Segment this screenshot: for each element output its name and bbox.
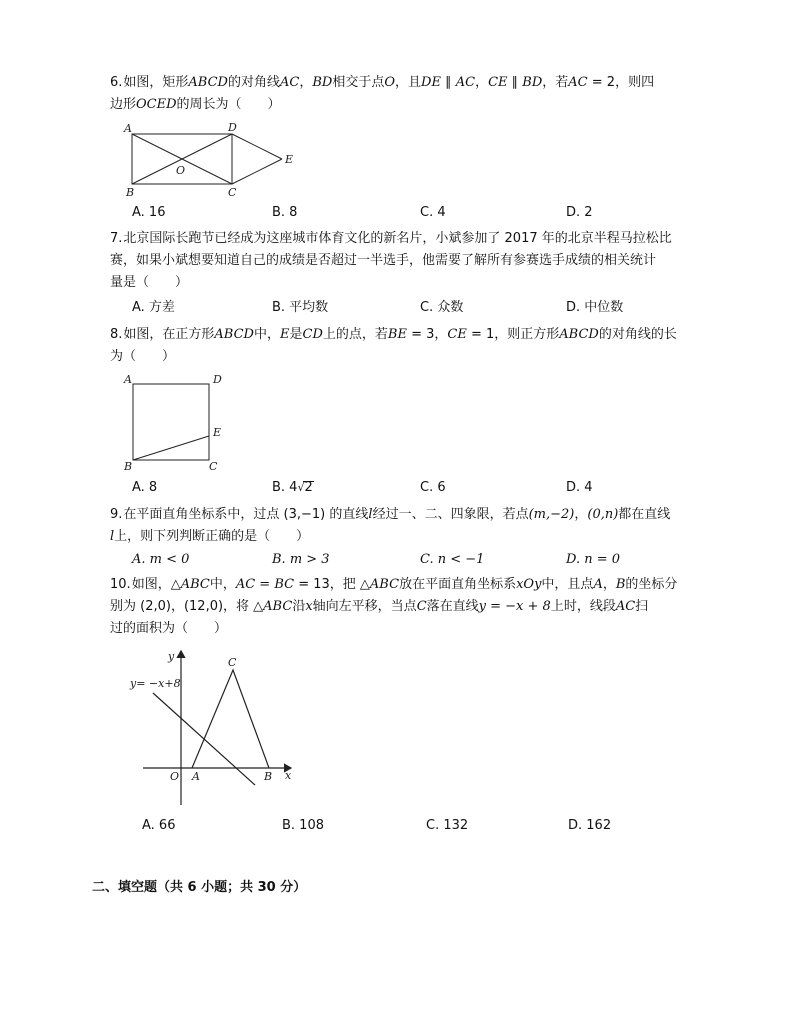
question-number: 8. <box>110 327 123 342</box>
option-d[interactable]: D. 2 <box>566 205 593 220</box>
option-b[interactable]: B. m > 3 <box>272 552 330 567</box>
figure-rectangle-abcd <box>120 118 310 200</box>
option-d[interactable]: D. 4 <box>566 480 593 495</box>
option-b[interactable]: B. 4√2 <box>272 480 313 495</box>
option-c[interactable]: C. 众数 <box>420 300 464 315</box>
label-a: A <box>192 770 200 783</box>
label-b: B <box>126 186 135 199</box>
label-d: D <box>228 121 237 134</box>
question-number: 10. <box>110 577 131 592</box>
label-a: A <box>124 122 132 135</box>
segment-de <box>232 134 282 159</box>
question-9-line-2: l上，则下列判断正确的是（ ） <box>110 529 310 544</box>
label-x: x <box>285 769 292 782</box>
question-number: 6. <box>110 75 123 90</box>
section-heading-fill-in: 二、填空题（共 6 小题；共 30 分） <box>92 880 307 895</box>
question-9-line-1: 9.在平面直角坐标系中，过点 (3,−1) 的直线l经过一、二、四象限，若点(m,−2)，(0,n)都在直线 <box>110 507 671 522</box>
option-c[interactable]: C. 4 <box>420 205 446 220</box>
label-b: B <box>264 770 273 783</box>
question-7-line-3: 量是（ ） <box>110 275 189 290</box>
option-b[interactable]: B. 平均数 <box>272 300 329 315</box>
question-10-line-3: 过的面积为（ ） <box>110 621 228 636</box>
question-6-line-1: 6.如图，矩形ABCD的对角线AC，BD相交于点O，且DE ∥ AC，CE ∥ BD，若AC = 2，则四 <box>110 75 655 90</box>
option-d[interactable]: D. 162 <box>568 818 612 833</box>
option-b[interactable]: B. 108 <box>282 818 324 833</box>
segment-ce <box>232 159 282 184</box>
label-line: y= −x+8 <box>130 677 181 690</box>
segment-be <box>133 436 209 460</box>
label-o: O <box>176 164 186 177</box>
option-d[interactable]: D. 中位数 <box>566 300 624 315</box>
figure-coordinate-triangle <box>125 645 305 810</box>
option-a[interactable]: A. 16 <box>132 205 166 220</box>
question-6 <box>110 72 710 116</box>
option-d[interactable]: D. n = 0 <box>566 552 621 567</box>
question-9 <box>110 504 710 548</box>
question-7-line-1: 7.北京国际长跑节已经成为这座城市体育文化的新名片，小斌参加了 2017 年的北京半程马拉松比 <box>110 231 672 246</box>
option-a[interactable]: A. m < 0 <box>132 552 190 567</box>
question-8-line-2: 为（ ） <box>110 349 176 364</box>
figure-square-abcd <box>120 370 230 476</box>
label-b: B <box>124 460 133 473</box>
question-7-options <box>132 298 712 318</box>
question-8-options <box>132 478 712 498</box>
question-7 <box>110 228 710 294</box>
label-c: C <box>209 460 218 473</box>
label-y: y <box>168 650 175 663</box>
option-c[interactable]: C. n < −1 <box>420 552 485 567</box>
triangle-abc <box>192 670 269 768</box>
square-abcd <box>133 384 209 460</box>
label-a: A <box>124 373 132 386</box>
option-b[interactable]: B. 8 <box>272 205 298 220</box>
question-number: 7. <box>110 231 123 246</box>
question-10-line-2: 别为 (2,0)，(12,0)，将 △ABC沿x轴向左平移，当点C落在直线y = −x + 8上时，线段AC扫 <box>110 599 649 614</box>
question-7-line-2: 赛，如果小斌想要知道自己的成绩是否超过一半选手，他需要了解所有参赛选手成绩的相关统计 <box>110 253 657 268</box>
question-9-options <box>132 550 712 570</box>
sqrt-radicand: 2 <box>304 480 313 495</box>
label-e: E <box>285 153 294 166</box>
option-a[interactable]: A. 方差 <box>132 300 175 315</box>
label-e: E <box>213 426 222 439</box>
question-number: 9. <box>110 507 123 522</box>
question-6-line-2: 边形OCED的周长为（ ） <box>110 97 281 112</box>
question-10-line-1: 10.如图，△ABC中，AC = BC = 13，把 △ABC放在平面直角坐标系xOy中，且点A，B的坐标分 <box>110 577 678 592</box>
label-d: D <box>213 373 222 386</box>
label-o: O <box>170 770 180 783</box>
option-c[interactable]: C. 132 <box>426 818 469 833</box>
label-c: C <box>228 186 237 199</box>
question-8-line-1: 8.如图，在正方形ABCD中，E是CD上的点，若BE = 3，CE = 1，则正方形ABCD的对角线的长 <box>110 327 677 342</box>
question-6-options <box>132 203 712 223</box>
question-10 <box>110 574 710 640</box>
question-10-options <box>142 816 722 836</box>
option-c[interactable]: C. 6 <box>420 480 446 495</box>
label-c: C <box>228 656 237 669</box>
question-8 <box>110 324 710 368</box>
option-a[interactable]: A. 66 <box>142 818 176 833</box>
option-a[interactable]: A. 8 <box>132 480 158 495</box>
